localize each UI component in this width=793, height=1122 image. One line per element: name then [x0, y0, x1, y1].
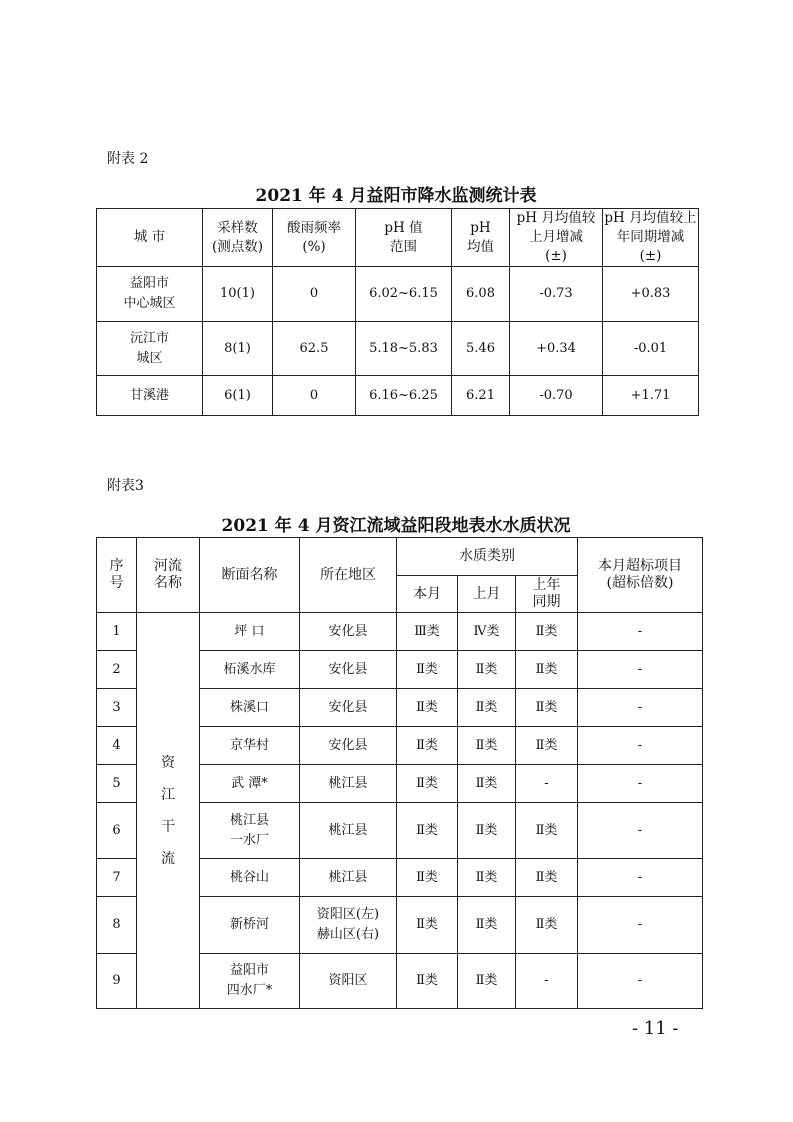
cell-ph-mean: 5.46	[452, 322, 510, 376]
cell-exceed: -	[578, 613, 703, 651]
cell-this-month: Ⅱ类	[397, 689, 458, 727]
cell-section: 京华村	[200, 727, 300, 765]
col-acid-rain-frequency: 酸雨频率 (%)	[273, 209, 356, 267]
col-section: 断面名称	[200, 538, 300, 613]
cell-last-year: Ⅱ类	[516, 897, 578, 954]
cell-region: 桃江县	[300, 765, 397, 803]
cell-exceed: -	[578, 727, 703, 765]
col-samples: 采样数 (测点数)	[203, 209, 273, 267]
cell-exceed: -	[578, 689, 703, 727]
col-last-month: 上月	[458, 576, 516, 613]
cell-ph-range: 5.18~5.83	[356, 322, 452, 376]
cell-city: 甘溪港	[97, 376, 203, 416]
col-seq: 序 号	[97, 538, 137, 613]
cell-last-year: Ⅱ类	[516, 803, 578, 859]
water-quality-table	[96, 537, 703, 1009]
cell-last-month: Ⅱ类	[458, 803, 516, 859]
cell-last-month: Ⅳ类	[458, 613, 516, 651]
cell-seq: 1	[97, 613, 137, 651]
cell-this-month: Ⅱ类	[397, 727, 458, 765]
cell-yoy: -0.01	[603, 322, 699, 376]
cell-mom: -0.73	[510, 267, 603, 322]
cell-last-month: Ⅱ类	[458, 651, 516, 689]
cell-section: 桃江县 一水厂	[200, 803, 300, 859]
cell-acid: 62.5	[273, 322, 356, 376]
cell-region: 安化县	[300, 651, 397, 689]
cell-mom: +0.34	[510, 322, 603, 376]
appendix2-label: 附表 2	[107, 151, 149, 167]
col-ph-mom-change: pH 月均值较 上月增减 (±)	[510, 209, 603, 267]
cell-this-month: Ⅱ类	[397, 803, 458, 859]
table-row	[97, 267, 699, 322]
cell-seq: 9	[97, 954, 137, 1009]
cell-last-month: Ⅱ类	[458, 727, 516, 765]
table-row	[97, 613, 703, 651]
cell-this-month: Ⅱ类	[397, 859, 458, 897]
cell-mom: -0.70	[510, 376, 603, 416]
cell-section: 柘溪水库	[200, 651, 300, 689]
cell-region: 桃江县	[300, 859, 397, 897]
cell-section: 株溪口	[200, 689, 300, 727]
table-row	[97, 322, 699, 376]
cell-exceed: -	[578, 859, 703, 897]
col-ph-mean: pH 均值	[452, 209, 510, 267]
cell-region: 安化县	[300, 613, 397, 651]
col-ph-yoy-change: pH 月均值较上 年同期增减 (±)	[603, 209, 699, 267]
cell-section: 新桥河	[200, 897, 300, 954]
col-last-year: 上年 同期	[516, 576, 578, 613]
cell-seq: 7	[97, 859, 137, 897]
cell-acid: 0	[273, 267, 356, 322]
cell-seq: 4	[97, 727, 137, 765]
cell-exceed: -	[578, 651, 703, 689]
cell-this-month: Ⅱ类	[397, 897, 458, 954]
appendix2-title: 2021 年 4 月益阳市降水监测统计表	[255, 186, 537, 206]
cell-last-month: Ⅱ类	[458, 859, 516, 897]
cell-yoy: +1.71	[603, 376, 699, 416]
cell-last-month: Ⅱ类	[458, 689, 516, 727]
cell-last-year: -	[516, 765, 578, 803]
cell-samples: 10(1)	[203, 267, 273, 322]
precipitation-table	[96, 208, 699, 416]
table-row	[97, 376, 699, 416]
cell-samples: 8(1)	[203, 322, 273, 376]
page-number: - 11 -	[632, 1018, 679, 1039]
cell-this-month: Ⅱ类	[397, 651, 458, 689]
cell-section: 武 潭*	[200, 765, 300, 803]
cell-exceed: -	[578, 954, 703, 1009]
cell-this-month: Ⅱ类	[397, 765, 458, 803]
cell-last-month: Ⅱ类	[458, 897, 516, 954]
cell-this-month: Ⅲ类	[397, 613, 458, 651]
col-river: 河流 名称	[137, 538, 200, 613]
cell-yoy: +0.83	[603, 267, 699, 322]
cell-last-year: Ⅱ类	[516, 859, 578, 897]
cell-last-month: Ⅱ类	[458, 954, 516, 1009]
cell-exceed: -	[578, 897, 703, 954]
cell-samples: 6(1)	[203, 376, 273, 416]
cell-region: 安化县	[300, 689, 397, 727]
col-city: 城 市	[97, 209, 203, 267]
cell-city: 益阳市 中心城区	[97, 267, 203, 322]
cell-seq: 8	[97, 897, 137, 954]
cell-seq: 2	[97, 651, 137, 689]
cell-last-year: Ⅱ类	[516, 727, 578, 765]
cell-ph-mean: 6.08	[452, 267, 510, 322]
cell-exceed: -	[578, 803, 703, 859]
appendix3-label: 附表3	[107, 478, 144, 494]
cell-seq: 3	[97, 689, 137, 727]
cell-last-year: Ⅱ类	[516, 613, 578, 651]
col-quality-group: 水质类别	[397, 538, 578, 576]
cell-seq: 6	[97, 803, 137, 859]
cell-last-month: Ⅱ类	[458, 765, 516, 803]
col-exceed: 本月超标项目 (超标倍数)	[578, 538, 703, 613]
cell-last-year: Ⅱ类	[516, 651, 578, 689]
cell-section: 桃谷山	[200, 859, 300, 897]
cell-section: 益阳市 四水厂*	[200, 954, 300, 1009]
cell-last-year: Ⅱ类	[516, 689, 578, 727]
cell-region: 安化县	[300, 727, 397, 765]
col-region: 所在地区	[300, 538, 397, 613]
appendix3-title: 2021 年 4 月资江流域益阳段地表水水质状况	[221, 516, 571, 536]
cell-ph-range: 6.16~6.25	[356, 376, 452, 416]
cell-river-name: 资 江 干 流	[137, 613, 200, 1009]
cell-city: 沅江市 城区	[97, 322, 203, 376]
cell-this-month: Ⅱ类	[397, 954, 458, 1009]
cell-section: 坪 口	[200, 613, 300, 651]
col-ph-range: pH 值 范围	[356, 209, 452, 267]
cell-last-year: -	[516, 954, 578, 1009]
cell-region: 资阳区(左) 赫山区(右)	[300, 897, 397, 954]
cell-region: 资阳区	[300, 954, 397, 1009]
cell-seq: 5	[97, 765, 137, 803]
cell-region: 桃江县	[300, 803, 397, 859]
col-this-month: 本月	[397, 576, 458, 613]
table-header-row	[97, 209, 699, 267]
cell-exceed: -	[578, 765, 703, 803]
cell-ph-range: 6.02~6.15	[356, 267, 452, 322]
cell-acid: 0	[273, 376, 356, 416]
table-header-row	[97, 538, 703, 576]
cell-ph-mean: 6.21	[452, 376, 510, 416]
